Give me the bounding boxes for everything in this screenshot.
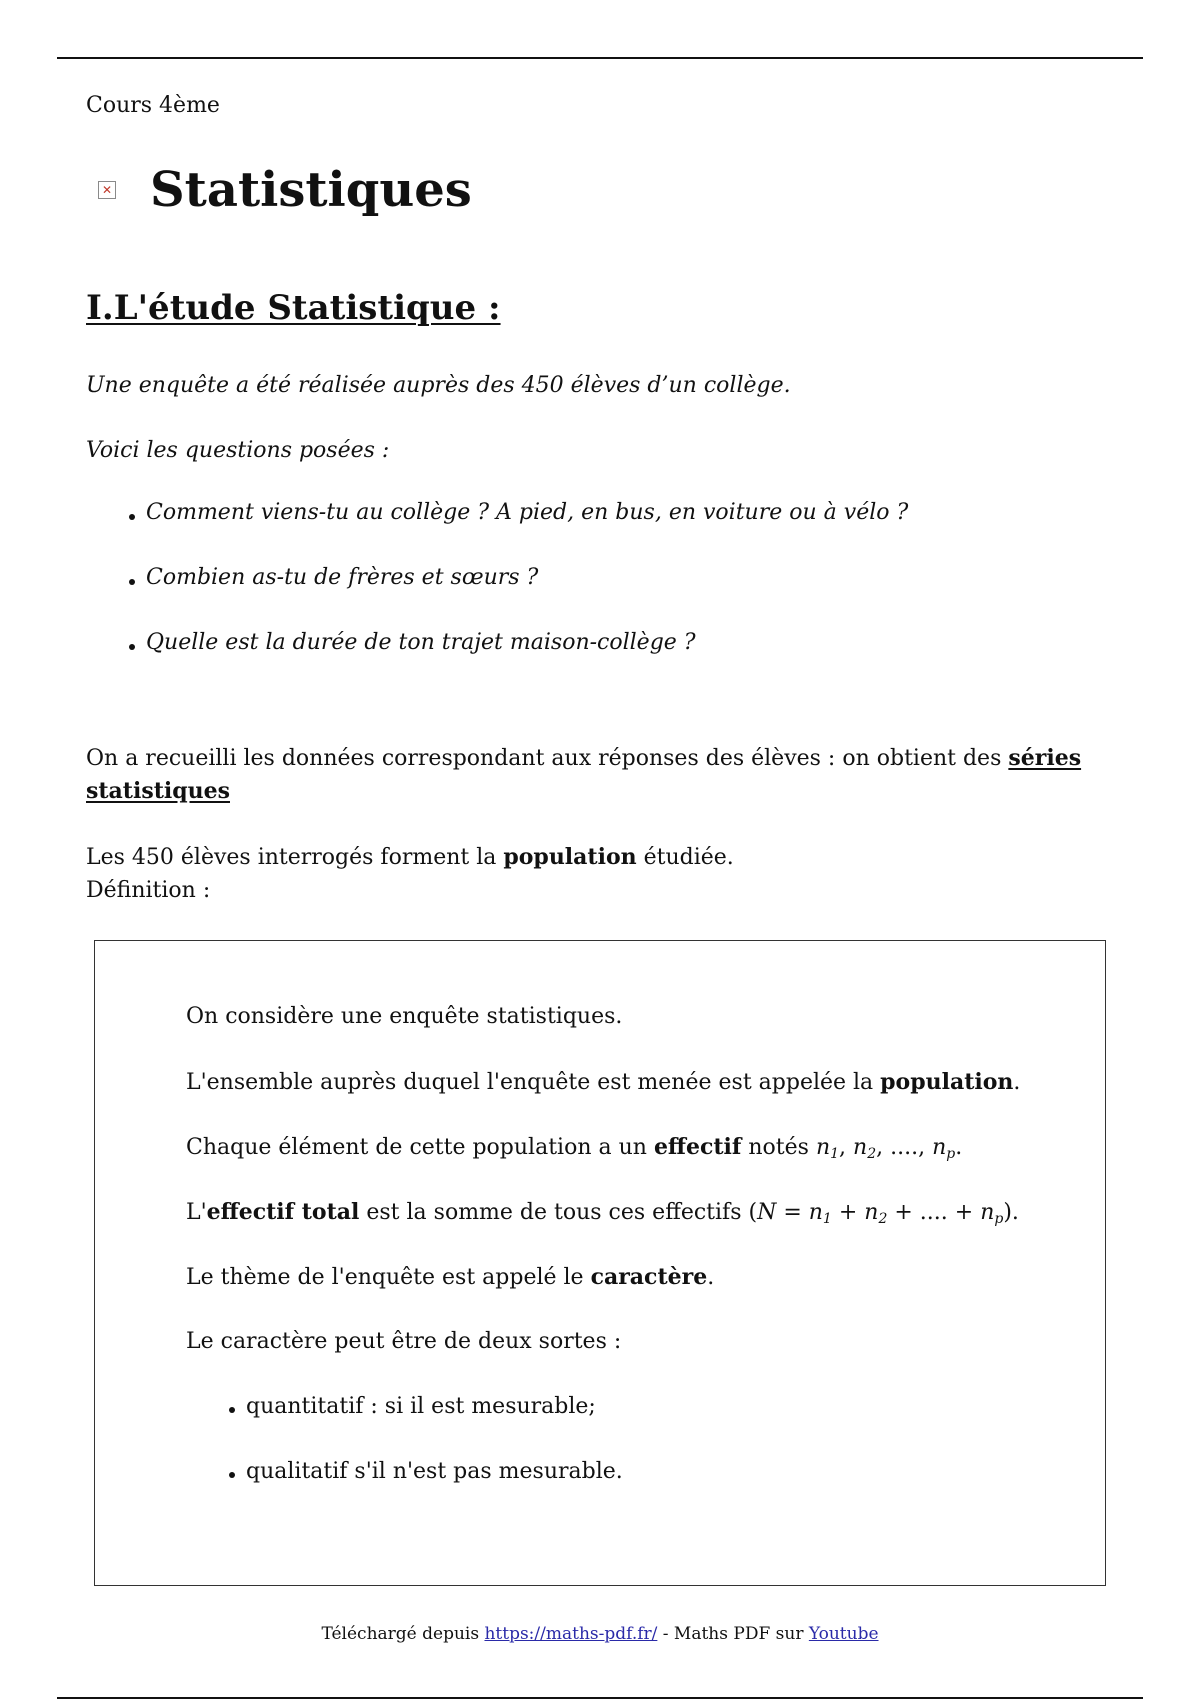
page-title: Statistiques: [150, 162, 472, 218]
list-item: quantitatif : si il est mesurable;: [246, 1394, 596, 1419]
definition-text: Chaque élément de cette population a un: [186, 1135, 654, 1160]
collected-text: On a recueilli les données correspondant aux réponses des élèves : on obtient des: [86, 746, 1009, 771]
term-caractere: caractère: [590, 1264, 708, 1290]
term-series: séries: [1008, 745, 1082, 771]
title-row: [96, 160, 472, 220]
list-item: [146, 500, 908, 525]
definition-text: .: [707, 1265, 715, 1290]
list-item: [146, 565, 538, 590]
definition-text: .: [1013, 1070, 1021, 1095]
term-effectif-total: effectif total: [206, 1199, 360, 1225]
definition-text: Le thème de l'enquête est appelé le: [186, 1265, 591, 1290]
bullet: [229, 1472, 235, 1478]
definition-line: Le caractère peut être de deux sortes :: [186, 1329, 622, 1354]
term-population: population: [880, 1069, 1014, 1095]
question-text: Combien as-tu de frères et sœurs ?: [146, 565, 539, 590]
population-paragraph: [86, 841, 734, 907]
definition-line: On considère une enquête statistiques.: [186, 1004, 623, 1029]
footer-link-site[interactable]: https://maths-pdf.fr/: [484, 1624, 658, 1644]
term-population: population: [503, 844, 637, 870]
math-total: $N = n_1 + n_2$ + .... + $n_p$: [757, 1200, 1004, 1227]
question-text: Comment viens-tu au collège ? A pied, en bus, en voiture ou à vélo ?: [146, 500, 909, 525]
definition-label: Définition :: [86, 878, 211, 903]
top-rule: [57, 57, 1143, 59]
question-text: Quelle est la durée de ton trajet maison-collège ?: [146, 630, 696, 655]
course-label: Cours 4ème: [86, 93, 220, 118]
section-title: I.L'étude Statistique :: [86, 288, 501, 328]
population-suffix: étudiée.: [636, 845, 734, 870]
collected-paragraph: [86, 742, 1126, 808]
definition-text: ).: [1003, 1200, 1019, 1225]
definition-text: L': [186, 1200, 207, 1225]
list-item: qualitatif s'il n'est pas mesurable.: [246, 1459, 623, 1484]
definition-box: [94, 940, 1106, 1586]
intro-text: Une enquête a été réalisée auprès des 450 élèves d’un collège.: [86, 373, 791, 398]
questions-intro: Voici les questions posées :: [86, 438, 390, 463]
footer-text: Téléchargé depuis: [321, 1624, 485, 1644]
bullet: [129, 579, 135, 585]
definition-text: est la somme de tous ces effectifs (: [359, 1200, 758, 1225]
bullet: [129, 644, 135, 650]
term-statistiques: statistiques: [86, 778, 230, 804]
definition-line: [186, 1264, 714, 1290]
definition-text: notés: [741, 1135, 816, 1160]
bullet: [229, 1407, 235, 1413]
population-text: Les 450 élèves interrogés forment la: [86, 845, 504, 870]
footer-text: - Maths PDF sur: [657, 1624, 809, 1644]
math-effectifs: $n_1$, $n_2$, ...., $n_p$.: [815, 1135, 963, 1162]
footer-link-youtube[interactable]: Youtube: [808, 1624, 879, 1644]
list-item: [146, 630, 696, 655]
definition-line: [186, 1069, 1020, 1095]
broken-image-icon: ✕: [98, 181, 116, 199]
definition-text: L'ensemble auprès duquel l'enquête est menée est appelée la: [186, 1070, 881, 1095]
definition-line: [186, 1199, 1019, 1225]
bottom-rule: [57, 1697, 1143, 1699]
bullet: [129, 514, 135, 520]
definition-line: [186, 1134, 962, 1160]
term-effectif: effectif: [653, 1134, 742, 1160]
footer: [0, 1624, 1200, 1644]
